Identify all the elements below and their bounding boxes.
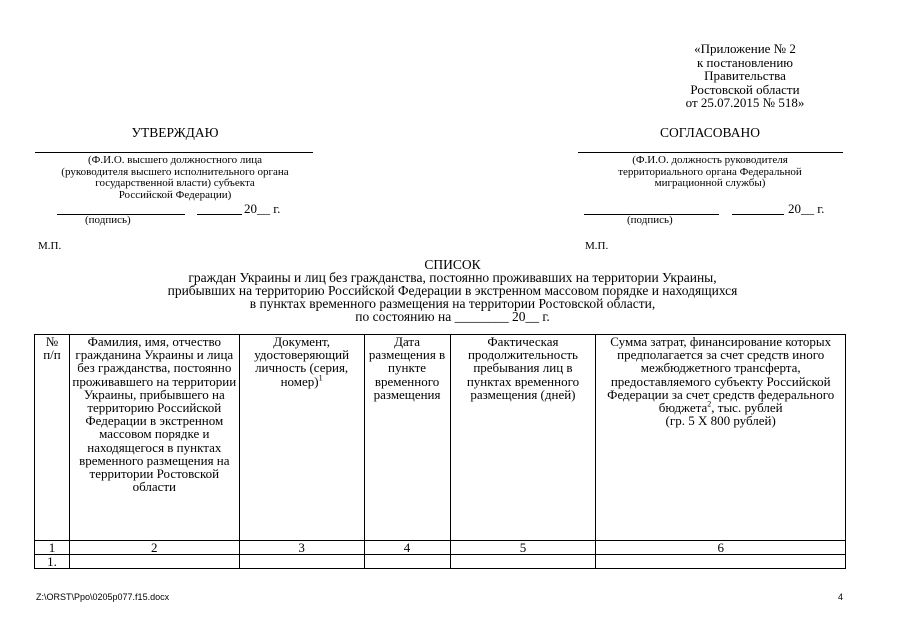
approve-caption-4: Российской Федерации)	[118, 188, 232, 201]
approve-day-line	[197, 214, 242, 215]
approve-year: 20__ г.	[244, 201, 281, 216]
persons-table	[34, 334, 846, 569]
table-cell	[239, 555, 364, 569]
annex-line-1: «Приложение № 2	[694, 41, 796, 56]
list-heading: СПИСОК	[424, 257, 481, 272]
agree-year: 20__ г.	[788, 201, 825, 216]
list-subtitle-4: по состоянию на ________ 20__ г.	[355, 309, 550, 324]
footer-page-number: 4	[838, 592, 844, 602]
approve-caption	[30, 155, 320, 201]
list-subtitle-3: в пунктах временного размещения на территории Ростовской области,	[249, 296, 656, 311]
annex-line-2: к постановлению	[696, 54, 794, 70]
approve-signature-caption: (подпись)	[85, 214, 131, 226]
table-header-row	[35, 335, 846, 541]
approve-caption-2: (руководителя высшего исполнительного органа	[61, 165, 289, 178]
agree-caption-1: (Ф.И.О. должность руководителя	[632, 154, 788, 166]
table-cell	[596, 555, 846, 569]
col-header-number: № п/п	[35, 335, 70, 541]
col-header-name: Фамилия, имя, отчество гражданина Украины и лица без гражданства, постоянно проживавшего на территории Украины, прибывшего на территорию Российской Федерации в экстренном массовом порядке и находящегося в пунктах временного размещения на территории Ростовской области	[69, 335, 239, 541]
approve-caption-1: (Ф.И.О. высшего должностного лица	[88, 154, 262, 166]
annex-block	[640, 42, 850, 110]
annex-line-4: Ростовской области	[690, 81, 800, 97]
col-header-sum-unit: , тыс. рублей	[711, 400, 783, 416]
table-cell: 3	[239, 541, 364, 555]
agree-name-line	[578, 152, 843, 153]
col-header-sum-formula: (гр. 5 Х 800 рублей)	[665, 413, 776, 429]
table-cell-row-number: 1.	[35, 555, 70, 569]
list-subtitle-1: граждан Украины и лиц без гражданства, постоянно проживавших на территории Украины,	[188, 270, 717, 285]
list-subtitle-2: прибывших на территорию Российской Федерации в экстренном массовом порядке и находящихся	[167, 283, 738, 298]
col-header-date: Дата размещения в пункте временного размещения	[364, 335, 450, 541]
agree-caption	[585, 155, 835, 190]
approve-name-line	[35, 152, 313, 153]
table-cell	[450, 555, 596, 569]
col-header-document	[239, 335, 364, 541]
agree-heading: СОГЛАСОВАНО	[660, 125, 760, 140]
agree-day-line	[732, 214, 784, 215]
approve-stamp: М.П.	[38, 240, 62, 252]
annex-line-3: Правительства	[704, 68, 786, 83]
footnote-2-mark: 2	[707, 399, 712, 409]
table-row	[35, 555, 846, 569]
list-title	[167, 257, 738, 324]
annex-line-5: от 25.07.2015 № 518»	[685, 95, 805, 110]
agree-caption-2: территориального органа Федеральной	[618, 165, 802, 178]
table-cell	[364, 555, 450, 569]
approve-caption-3: государственной власти) субъекта	[95, 177, 255, 189]
table-cell: 2	[69, 541, 239, 555]
table-cell: 6	[596, 541, 846, 555]
table-cell: 5	[450, 541, 596, 555]
approve-heading: УТВЕРЖДАЮ	[131, 125, 219, 140]
col-header-sum-text: Сумма затрат, финансирование которых предполагается за счет средств иного межбюджетного трансферта, предоставляемого субъекту Российской Федерации за счет средств федерального бюджета	[607, 334, 835, 416]
agree-signature-caption: (подпись)	[627, 214, 673, 226]
footer-file-path: Z:\ORST\Ppo\0205p077.f15.docx	[36, 592, 170, 602]
agree-stamp: М.П.	[585, 240, 609, 252]
table-cell	[69, 555, 239, 569]
footnote-1-mark: 1	[318, 373, 323, 383]
table-row-column-numbers	[35, 541, 846, 555]
table-cell: 1	[35, 541, 70, 555]
agree-caption-3: миграционной службы)	[654, 177, 766, 189]
table-cell: 4	[364, 541, 450, 555]
col-header-duration: Фактическая продолжительность пребывания лиц в пунктах временного размещения (дней)	[450, 335, 596, 541]
col-header-sum	[596, 335, 846, 541]
col-header-document-text: Документ, удостоверяющий личность (серия, номер)	[254, 334, 350, 389]
